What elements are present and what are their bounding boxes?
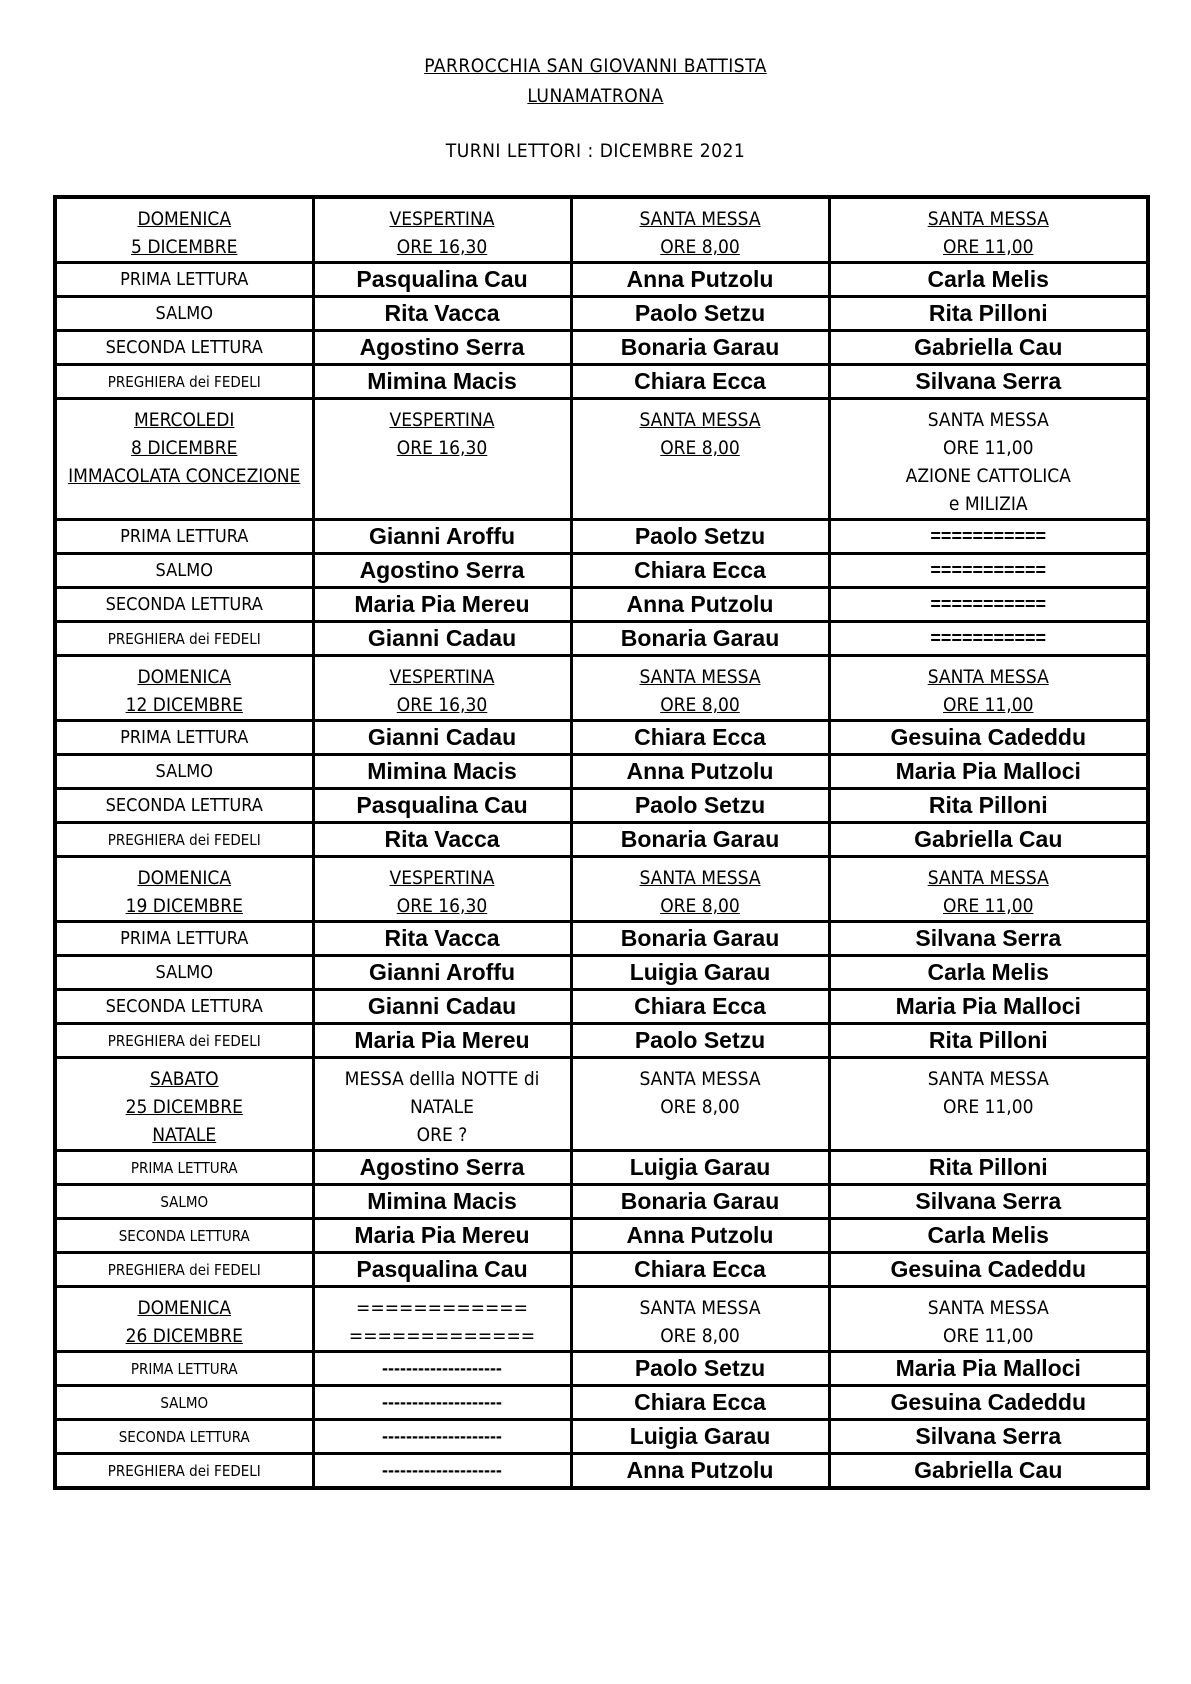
reader-name-cell: Paolo Setzu xyxy=(571,1024,829,1058)
reader-name-cell: -------------------- xyxy=(313,1420,571,1454)
mass-header-line: SANTA MESSA xyxy=(639,1068,761,1090)
mass-header-line: SANTA MESSA xyxy=(927,867,1049,889)
reading-role-cell: SECONDA LETTURA xyxy=(55,789,313,823)
mass-header-cell xyxy=(313,399,571,520)
mass-header-cell xyxy=(313,656,571,721)
reader-name-cell: Rita Pilloni xyxy=(829,1024,1148,1058)
reader-name-cell: Chiara Ecca xyxy=(571,365,829,399)
reading-row xyxy=(55,1024,1148,1058)
day-line: 19 DICEMBRE xyxy=(125,895,243,917)
day-line: NATALE xyxy=(152,1124,217,1146)
mass-header-line: ORE 8,00 xyxy=(660,1325,740,1347)
mass-header-line: SANTA MESSA xyxy=(927,1068,1049,1090)
mass-header-line: SANTA MESSA xyxy=(639,867,761,889)
mass-header-line: VESPERTINA xyxy=(389,409,495,431)
reading-row xyxy=(55,789,1148,823)
mass-header-line: ORE ? xyxy=(416,1124,468,1146)
day-line: DOMENICA xyxy=(137,1297,232,1319)
reading-row xyxy=(55,588,1148,622)
reading-row xyxy=(55,1185,1148,1219)
reader-name-cell: Maria Pia Malloci xyxy=(829,755,1148,789)
reading-row xyxy=(55,922,1148,956)
reading-row xyxy=(55,990,1148,1024)
document-subtitle: TURNI LETTORI : DICEMBRE 2021 xyxy=(445,140,746,162)
reader-name-cell: Rita Pilloni xyxy=(829,1151,1148,1185)
reader-name-cell: Silvana Serra xyxy=(829,1420,1148,1454)
reading-role-cell: PRIMA LETTURA xyxy=(55,922,313,956)
reading-role-cell: PREGHIERA dei FEDELI xyxy=(55,1454,313,1489)
reading-row xyxy=(55,721,1148,755)
mass-header-cell xyxy=(829,656,1148,721)
reader-name-cell: Mimina Macis xyxy=(313,1185,571,1219)
mass-header-line: ORE 16,30 xyxy=(396,895,488,917)
reading-role-cell: SECONDA LETTURA xyxy=(55,990,313,1024)
reading-role-cell: PRIMA LETTURA xyxy=(55,721,313,755)
reading-role-cell: PRIMA LETTURA xyxy=(55,263,313,297)
day-header-row xyxy=(55,1287,1148,1352)
reading-row xyxy=(55,622,1148,656)
reader-name-cell: Anna Putzolu xyxy=(571,755,829,789)
reader-name-cell: Carla Melis xyxy=(829,1219,1148,1253)
day-header-row xyxy=(55,197,1148,263)
day-line: 12 DICEMBRE xyxy=(125,694,243,716)
reading-role-cell: PRIMA LETTURA xyxy=(55,1352,313,1386)
parish-title-text: PARROCCHIA SAN GIOVANNI BATTISTA xyxy=(424,55,767,77)
reading-role-cell: SALMO xyxy=(55,1386,313,1420)
day-header-row xyxy=(55,1058,1148,1151)
reader-name-cell: Gesuina Cadeddu xyxy=(829,721,1148,755)
mass-header-line: ORE 11,00 xyxy=(943,694,1034,716)
reading-row xyxy=(55,554,1148,588)
mass-header-line: SANTA MESSA xyxy=(927,208,1049,230)
reader-name-cell: Chiara Ecca xyxy=(571,990,829,1024)
day-line: DOMENICA xyxy=(137,208,232,230)
reading-row xyxy=(55,1352,1148,1386)
reader-name-cell: Gabriella Cau xyxy=(829,823,1148,857)
mass-header-line: ORE 8,00 xyxy=(660,1096,740,1118)
day-line: SABATO xyxy=(149,1068,219,1090)
reader-name-cell: Luigia Garau xyxy=(571,1420,829,1454)
reader-name-cell: -------------------- xyxy=(313,1454,571,1489)
mass-header-line: ORE 16,30 xyxy=(396,236,488,258)
reader-name-cell: Mimina Macis xyxy=(313,755,571,789)
reader-name-cell: Pasqualina Cau xyxy=(313,1253,571,1287)
reader-name-cell: Rita Vacca xyxy=(313,823,571,857)
reader-name-cell: Anna Putzolu xyxy=(571,263,829,297)
reading-role-cell: SECONDA LETTURA xyxy=(55,588,313,622)
reader-name-cell: Maria Pia Mereu xyxy=(313,1024,571,1058)
day-header-row xyxy=(55,857,1148,922)
day-line: MERCOLEDI xyxy=(134,409,235,431)
reader-name-cell: Bonaria Garau xyxy=(571,922,829,956)
reader-name-cell: Paolo Setzu xyxy=(571,1352,829,1386)
mass-header-cell xyxy=(571,399,829,520)
mass-header-line: ORE 11,00 xyxy=(943,236,1034,258)
day-line: 25 DICEMBRE xyxy=(125,1096,243,1118)
mass-header-line: ORE 8,00 xyxy=(660,236,740,258)
mass-header-line: ORE 8,00 xyxy=(660,895,740,917)
reader-name-cell: Gesuina Cadeddu xyxy=(829,1386,1148,1420)
mass-header-cell xyxy=(571,1058,829,1151)
mass-header-line: SANTA MESSA xyxy=(927,1297,1049,1319)
reader-name-cell: Anna Putzolu xyxy=(571,588,829,622)
reading-role-cell: SECONDA LETTURA xyxy=(55,1219,313,1253)
reading-role-cell: SALMO xyxy=(55,956,313,990)
reader-name-cell: Anna Putzolu xyxy=(571,1454,829,1489)
mass-header-line: e MILIZIA xyxy=(948,493,1028,515)
reading-row xyxy=(55,1454,1148,1489)
reader-name-cell: Anna Putzolu xyxy=(571,1219,829,1253)
reading-row xyxy=(55,263,1148,297)
reading-role-cell: PREGHIERA dei FEDELI xyxy=(55,823,313,857)
mass-header-line: SANTA MESSA xyxy=(927,409,1049,431)
reader-name-cell: Maria Pia Malloci xyxy=(829,1352,1148,1386)
reader-name-cell: Chiara Ecca xyxy=(571,554,829,588)
mass-header-line: SANTA MESSA xyxy=(927,666,1049,688)
reader-name-cell: Rita Vacca xyxy=(313,922,571,956)
reader-name-cell: Gianni Cadau xyxy=(313,622,571,656)
reading-row xyxy=(55,1151,1148,1185)
reader-name-cell: Carla Melis xyxy=(829,956,1148,990)
mass-header-line: MESSA dellla NOTTE di NATALE xyxy=(344,1068,540,1118)
reading-row xyxy=(55,823,1148,857)
reading-role-cell: PREGHIERA dei FEDELI xyxy=(55,365,313,399)
schedule-body xyxy=(55,197,1148,1488)
reader-name-cell: Gabriella Cau xyxy=(829,331,1148,365)
mass-header-cell xyxy=(313,1287,571,1352)
reader-name-cell: Paolo Setzu xyxy=(571,520,829,554)
day-line: 8 DICEMBRE xyxy=(131,437,238,459)
reader-name-cell: Pasqualina Cau xyxy=(313,263,571,297)
reading-row xyxy=(55,1386,1148,1420)
reader-name-cell: Agostino Serra xyxy=(313,554,571,588)
parish-title xyxy=(0,55,1191,77)
reader-name-cell: Chiara Ecca xyxy=(571,1253,829,1287)
mass-header-cell xyxy=(571,197,829,263)
reading-role-cell: SECONDA LETTURA xyxy=(55,331,313,365)
day-line: DOMENICA xyxy=(137,666,232,688)
reader-name-cell: -------------------- xyxy=(313,1352,571,1386)
reader-name-cell: Bonaria Garau xyxy=(571,622,829,656)
day-line: IMMACOLATA CONCEZIONE xyxy=(68,465,301,487)
reading-role-cell: SALMO xyxy=(55,297,313,331)
day-cell xyxy=(55,1287,313,1352)
reading-role-cell: SALMO xyxy=(55,755,313,789)
mass-header-cell xyxy=(829,1287,1148,1352)
reader-name-cell: Mimina Macis xyxy=(313,365,571,399)
reading-role-cell: PRIMA LETTURA xyxy=(55,520,313,554)
reader-name-cell: Gianni Aroffu xyxy=(313,520,571,554)
mass-header-line: SANTA MESSA xyxy=(639,208,761,230)
day-cell xyxy=(55,197,313,263)
mass-header-cell xyxy=(571,857,829,922)
reader-name-cell: Gabriella Cau xyxy=(829,1454,1148,1489)
mass-header-line: VESPERTINA xyxy=(389,867,495,889)
day-cell xyxy=(55,857,313,922)
mass-header-line: ORE 11,00 xyxy=(943,437,1034,459)
day-cell xyxy=(55,656,313,721)
reading-row xyxy=(55,956,1148,990)
reader-name-cell: Gianni Aroffu xyxy=(313,956,571,990)
mass-header-line: ORE 8,00 xyxy=(660,437,740,459)
day-cell xyxy=(55,399,313,520)
reader-name-cell: Silvana Serra xyxy=(829,1185,1148,1219)
mass-header-cell xyxy=(829,1058,1148,1151)
reading-row xyxy=(55,297,1148,331)
day-cell xyxy=(55,1058,313,1151)
reader-name-cell: Rita Pilloni xyxy=(829,789,1148,823)
reader-name-cell: Maria Pia Mereu xyxy=(313,1219,571,1253)
reading-role-cell: PREGHIERA dei FEDELI xyxy=(55,1024,313,1058)
town-title-text: LUNAMATRONA xyxy=(527,85,664,107)
mass-header-line: VESPERTINA xyxy=(389,208,495,230)
reader-name-cell: Luigia Garau xyxy=(571,956,829,990)
reading-row xyxy=(55,1420,1148,1454)
day-line: 26 DICEMBRE xyxy=(125,1325,243,1347)
reader-name-cell: Carla Melis xyxy=(829,263,1148,297)
reader-name-cell: Agostino Serra xyxy=(313,331,571,365)
mass-header-line: ============ xyxy=(356,1297,528,1319)
reader-name-cell: Paolo Setzu xyxy=(571,789,829,823)
mass-header-cell xyxy=(313,197,571,263)
day-header-row xyxy=(55,399,1148,520)
reader-name-cell: Rita Vacca xyxy=(313,297,571,331)
town-title xyxy=(0,85,1191,107)
mass-header-line: ORE 11,00 xyxy=(943,895,1034,917)
reader-name-cell: Gianni Cadau xyxy=(313,721,571,755)
reading-row xyxy=(55,365,1148,399)
reader-name-cell: =========== xyxy=(829,588,1148,622)
reader-name-cell: Luigia Garau xyxy=(571,1151,829,1185)
reader-name-cell: Maria Pia Mereu xyxy=(313,588,571,622)
reader-name-cell: Maria Pia Malloci xyxy=(829,990,1148,1024)
reader-name-cell: Paolo Setzu xyxy=(571,297,829,331)
mass-header-cell xyxy=(313,1058,571,1151)
day-line: DOMENICA xyxy=(137,867,232,889)
reading-role-cell: SECONDA LETTURA xyxy=(55,1420,313,1454)
reading-row xyxy=(55,520,1148,554)
reader-name-cell: Chiara Ecca xyxy=(571,1386,829,1420)
mass-header-line: SANTA MESSA xyxy=(639,409,761,431)
reader-name-cell: =========== xyxy=(829,520,1148,554)
reader-name-cell: Bonaria Garau xyxy=(571,331,829,365)
reader-name-cell: Silvana Serra xyxy=(829,922,1148,956)
day-line: 5 DICEMBRE xyxy=(131,236,238,258)
reading-row xyxy=(55,1219,1148,1253)
mass-header-cell xyxy=(571,1287,829,1352)
reading-role-cell: SALMO xyxy=(55,1185,313,1219)
mass-header-line: ORE 11,00 xyxy=(943,1325,1034,1347)
mass-header-line: VESPERTINA xyxy=(389,666,495,688)
reader-name-cell: Bonaria Garau xyxy=(571,823,829,857)
mass-header-line: ============= xyxy=(348,1325,536,1347)
reader-name-cell: Gianni Cadau xyxy=(313,990,571,1024)
reader-name-cell: Chiara Ecca xyxy=(571,721,829,755)
reading-row xyxy=(55,331,1148,365)
mass-header-cell xyxy=(829,197,1148,263)
reading-role-cell: PREGHIERA dei FEDELI xyxy=(55,1253,313,1287)
reading-row xyxy=(55,1253,1148,1287)
reader-name-cell: Silvana Serra xyxy=(829,365,1148,399)
mass-header-line: AZIONE CATTOLICA xyxy=(905,465,1071,487)
mass-header-cell xyxy=(829,857,1148,922)
reader-name-cell: Gesuina Cadeddu xyxy=(829,1253,1148,1287)
reader-name-cell: Pasqualina Cau xyxy=(313,789,571,823)
reader-name-cell: =========== xyxy=(829,622,1148,656)
day-header-row xyxy=(55,656,1148,721)
reading-role-cell: PRIMA LETTURA xyxy=(55,1151,313,1185)
readers-schedule-table xyxy=(53,195,1150,1490)
mass-header-cell xyxy=(571,656,829,721)
mass-header-line: ORE 8,00 xyxy=(660,694,740,716)
mass-header-line: SANTA MESSA xyxy=(639,1297,761,1319)
mass-header-line: SANTA MESSA xyxy=(639,666,761,688)
reader-name-cell: Bonaria Garau xyxy=(571,1185,829,1219)
reader-name-cell: Agostino Serra xyxy=(313,1151,571,1185)
reader-name-cell: Rita Pilloni xyxy=(829,297,1148,331)
mass-header-line: ORE 11,00 xyxy=(943,1096,1034,1118)
reader-name-cell: -------------------- xyxy=(313,1386,571,1420)
mass-header-cell xyxy=(829,399,1148,520)
mass-header-line: ORE 16,30 xyxy=(396,694,488,716)
mass-header-cell xyxy=(313,857,571,922)
reading-role-cell: PREGHIERA dei FEDELI xyxy=(55,622,313,656)
reader-name-cell: =========== xyxy=(829,554,1148,588)
mass-header-line: ORE 16,30 xyxy=(396,437,488,459)
reading-role-cell: SALMO xyxy=(55,554,313,588)
reading-row xyxy=(55,755,1148,789)
